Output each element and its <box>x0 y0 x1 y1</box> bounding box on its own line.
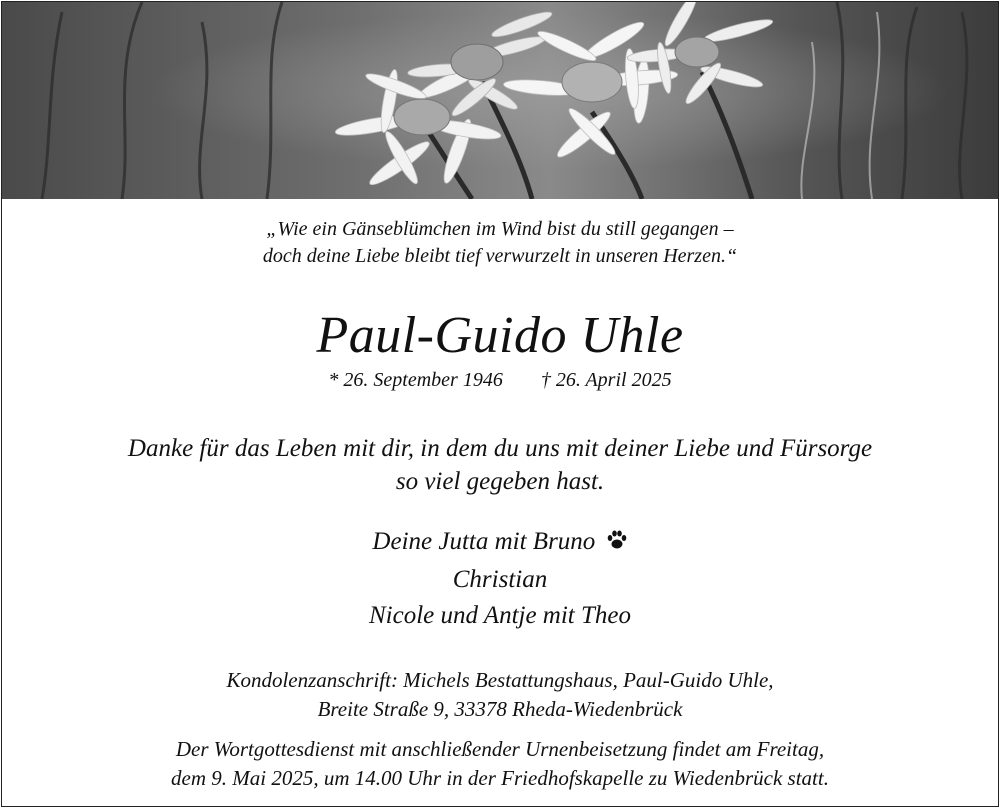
thanks-block <box>2 432 998 498</box>
daisies-illustration <box>2 2 998 199</box>
obituary-card <box>1 1 999 807</box>
service-line-2: dem 9. Mai 2025, um 14.00 Uhr in der Friedhofskapelle zu Wiedenbrück statt. <box>171 766 829 790</box>
quote-line-2: doch deine Liebe bleibt tief verwurzelt in unseren Herzen.“ <box>262 245 738 267</box>
family-line-1 <box>2 524 998 562</box>
family-line-2: Christian <box>452 566 548 593</box>
daisies-header-photo <box>2 2 998 199</box>
condolence-line-1: Kondolenzanschrift: Michels Bestattungshaus, Paul-Guido Uhle, <box>226 668 774 692</box>
paw-print-icon <box>606 526 628 562</box>
service-line-1: Der Wortgottesdienst mit anschließender Urnenbeisetzung findet am Freitag, <box>175 737 825 761</box>
thanks-line-1: Danke für das Leben mit dir, in dem du uns mit deiner Liebe und Fürsorge <box>127 435 873 462</box>
deceased-name: Paul-Guido Uhle <box>316 307 684 364</box>
thanks-line-2: so viel gegeben hast. <box>395 468 605 495</box>
death-date: † 26. April 2025 <box>540 369 672 391</box>
birth-date: * 26. September 1946 <box>328 369 503 391</box>
service-notice <box>2 735 998 793</box>
life-dates <box>2 367 998 393</box>
condolence-address <box>2 666 998 724</box>
quote-block <box>2 216 998 270</box>
family-member-jutta: Deine Jutta mit Bruno <box>372 528 596 555</box>
quote-line-1: „Wie ein Gänseblümchen im Wind bist du still gegangen – <box>266 218 734 240</box>
family-line-3: Nicole und Antje mit Theo <box>368 602 631 629</box>
condolence-line-2: Breite Straße 9, 33378 Rheda-Wiedenbrück <box>317 697 683 721</box>
family-signatures <box>2 524 998 634</box>
